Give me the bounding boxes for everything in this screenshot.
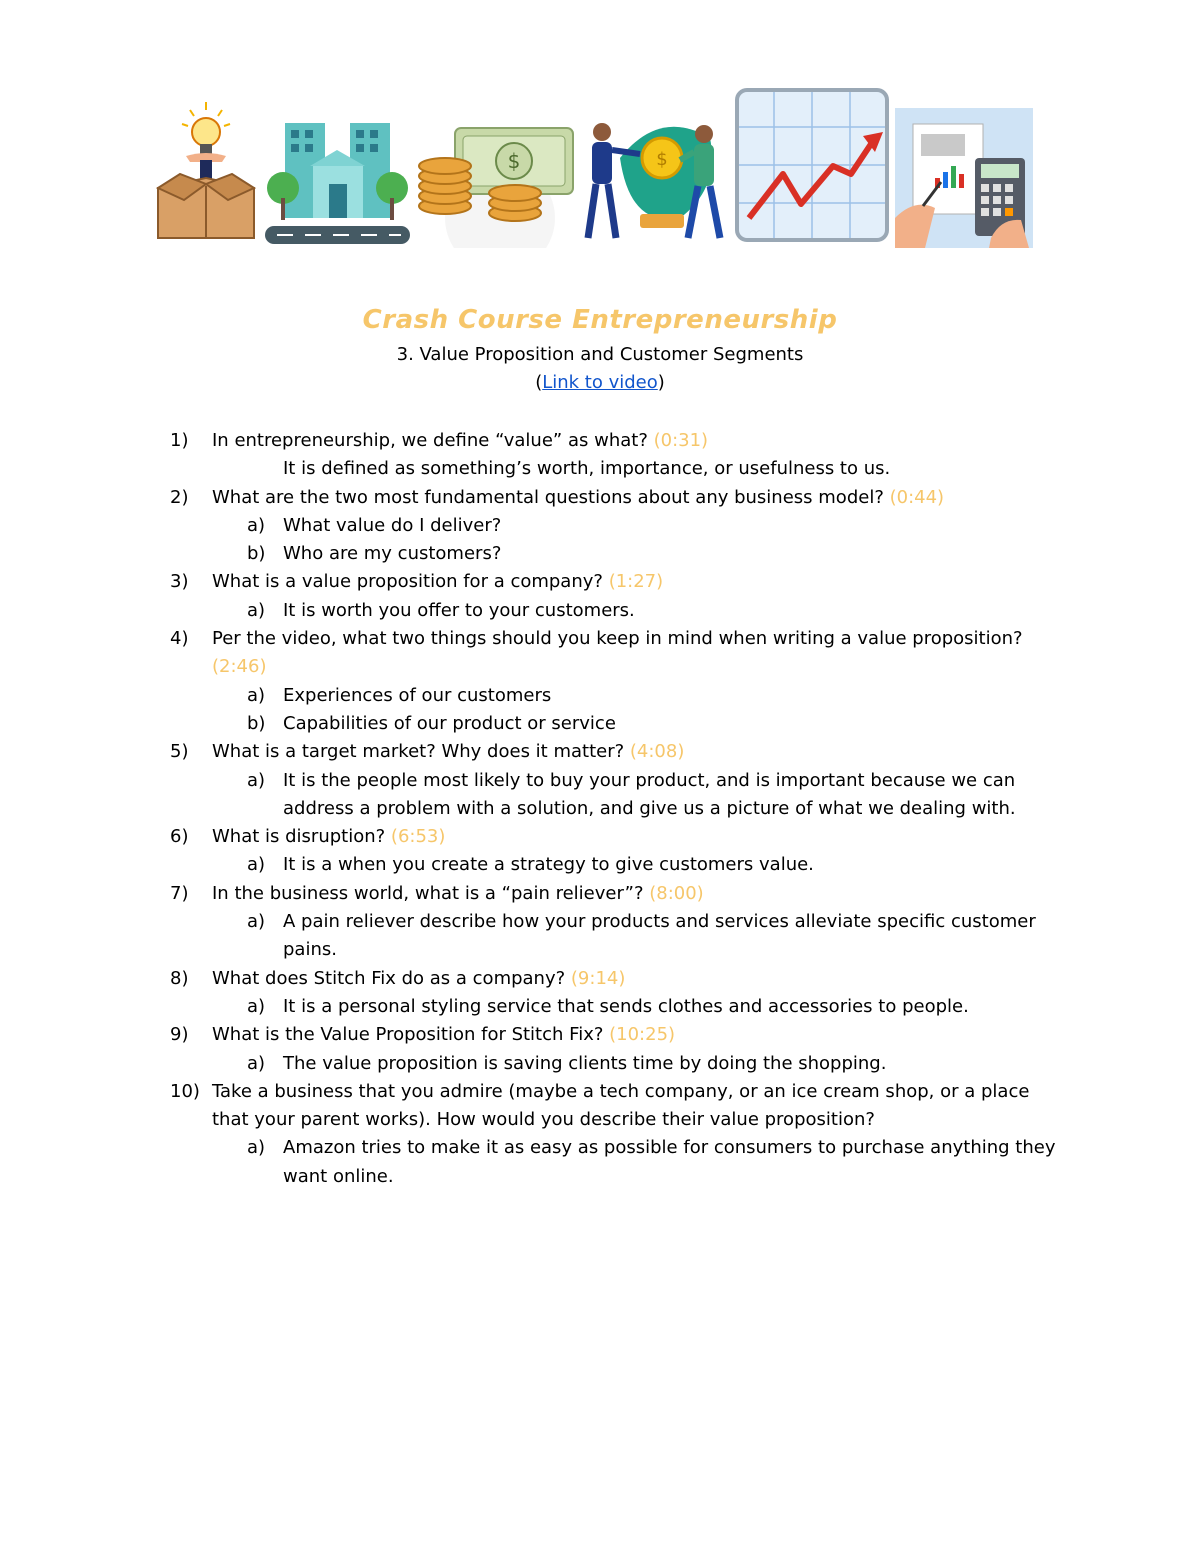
question-text: What is disruption?: [212, 826, 391, 848]
answer-text: A pain reliever describe how your products and services alleviate specific customer pains.: [283, 911, 1036, 961]
answer-text: Experiences of our customers: [283, 684, 552, 706]
answer-text: It is defined as something’s worth, importance, or usefulness to us.: [283, 458, 891, 480]
question-item: [170, 1078, 1070, 1135]
answer-text: The value proposition is saving clients time by doing the shopping.: [283, 1052, 887, 1074]
question-text: What is a value proposition for a company?: [212, 571, 609, 593]
coins-cash-icon: [415, 88, 577, 248]
question-number: 5): [170, 741, 189, 763]
answer-letter: a): [247, 684, 266, 706]
timestamp: (6:53): [390, 826, 446, 848]
answer-item: [170, 767, 1070, 824]
question-number: 4): [170, 628, 189, 650]
answer-letter: a): [247, 911, 266, 933]
calculator-report-icon: [895, 88, 1033, 248]
timestamp: (1:27): [608, 571, 664, 593]
answer-item: [170, 597, 1070, 625]
answer-letter: a): [247, 599, 266, 621]
people-coin-icon: [580, 88, 728, 248]
question-number: 7): [170, 882, 189, 904]
question-item: [170, 427, 1070, 455]
question-text: In entrepreneurship, we define “value” as what?: [212, 430, 654, 451]
answer-item: [170, 908, 1070, 965]
question-item: [170, 738, 1070, 766]
answer-letter: b): [247, 543, 266, 565]
svg-text:$: $: [507, 149, 521, 173]
video-link-line: [0, 372, 1200, 393]
timestamp: (9:14): [570, 967, 626, 989]
answer-text: Who are my customers?: [283, 543, 502, 565]
question-item: [170, 625, 1070, 682]
question-text: What is the Value Proposition for Stitch Fix?: [212, 1024, 610, 1046]
document-subtitle: 3. Value Proposition and Customer Segments: [396, 344, 804, 365]
answer-letter: a): [247, 1052, 266, 1074]
growth-chart-icon: [735, 88, 890, 248]
answer-letter: a): [247, 854, 266, 876]
answer-item: [170, 1134, 1070, 1191]
answer-text: It is a personal styling service that sends clothes and accessories to people.: [283, 995, 969, 1017]
question-item: [170, 484, 1070, 512]
answer-item: [170, 710, 1070, 738]
answer-text: It is the people most likely to buy your product, and is important because we can address a problem with a solution, and give us a picture of what we dealing with.: [283, 769, 1016, 819]
question-text: In the business world, what is a “pain reliever”?: [212, 882, 650, 904]
question-number: 6): [170, 826, 189, 848]
question-number: 8): [170, 967, 189, 989]
answer-text: It is worth you offer to your customers.: [283, 599, 635, 621]
question-list: [170, 427, 1070, 1191]
answer-letter: b): [247, 712, 266, 734]
question-item: [170, 568, 1070, 596]
answer-letter: a): [247, 1137, 266, 1159]
answer-text: What value do I deliver?: [283, 514, 502, 536]
answer-item: [170, 851, 1070, 879]
question-item: [170, 1021, 1070, 1049]
answer-letter: a): [247, 769, 266, 791]
answer-text: Amazon tries to make it as easy as possible for consumers to purchase anything they want online.: [283, 1137, 1056, 1187]
answer-item: [170, 540, 1070, 568]
question-number: 10): [170, 1080, 200, 1102]
question-text: What is a target market? Why does it matter?: [212, 741, 630, 763]
question-number: 1): [170, 430, 189, 451]
answer-item: [170, 993, 1070, 1021]
timestamp: (0:44): [889, 486, 945, 508]
answer-item: [170, 682, 1070, 710]
link-open-paren: (: [535, 372, 543, 393]
svg-text:$: $: [656, 149, 668, 170]
question-item: [170, 880, 1070, 908]
question-text: What does Stitch Fix do as a company?: [212, 967, 571, 989]
bank-building-icon: [265, 88, 410, 248]
question-item: [170, 823, 1070, 851]
question-text: Per the video, what two things should you keep in mind when writing a value proposition?: [212, 628, 1023, 650]
question-text: What are the two most fundamental questions about any business model?: [212, 486, 890, 508]
timestamp: (4:08): [629, 741, 685, 763]
question-number: 9): [170, 1024, 189, 1046]
timestamp: (2:46): [212, 656, 267, 678]
video-link[interactable]: Link to video: [542, 372, 658, 393]
answer-letter: a): [247, 995, 266, 1017]
question-number: 3): [170, 571, 189, 593]
answer-letter: a): [247, 514, 266, 536]
header-banner: [150, 88, 1035, 248]
answer-item: [170, 1050, 1070, 1078]
answer-item: [170, 512, 1070, 540]
timestamp: (8:00): [649, 882, 704, 904]
question-item: [170, 965, 1070, 993]
timestamp: (0:31): [653, 430, 709, 451]
question-number: 2): [170, 486, 189, 508]
lightbulb-box-icon: [150, 88, 262, 248]
answer-text: It is a when you create a strategy to give customers value.: [283, 854, 814, 876]
answer-text: Capabilities of our product or service: [283, 712, 616, 734]
question-text: Take a business that you admire (maybe a tech company, or an ice cream shop, or a place that your parent works). How would you describe their value proposition?: [212, 1080, 1030, 1131]
link-close-paren: ): [657, 372, 665, 393]
timestamp: (10:25): [609, 1024, 676, 1046]
document-title: Crash Course Entrepreneurship: [362, 305, 838, 335]
